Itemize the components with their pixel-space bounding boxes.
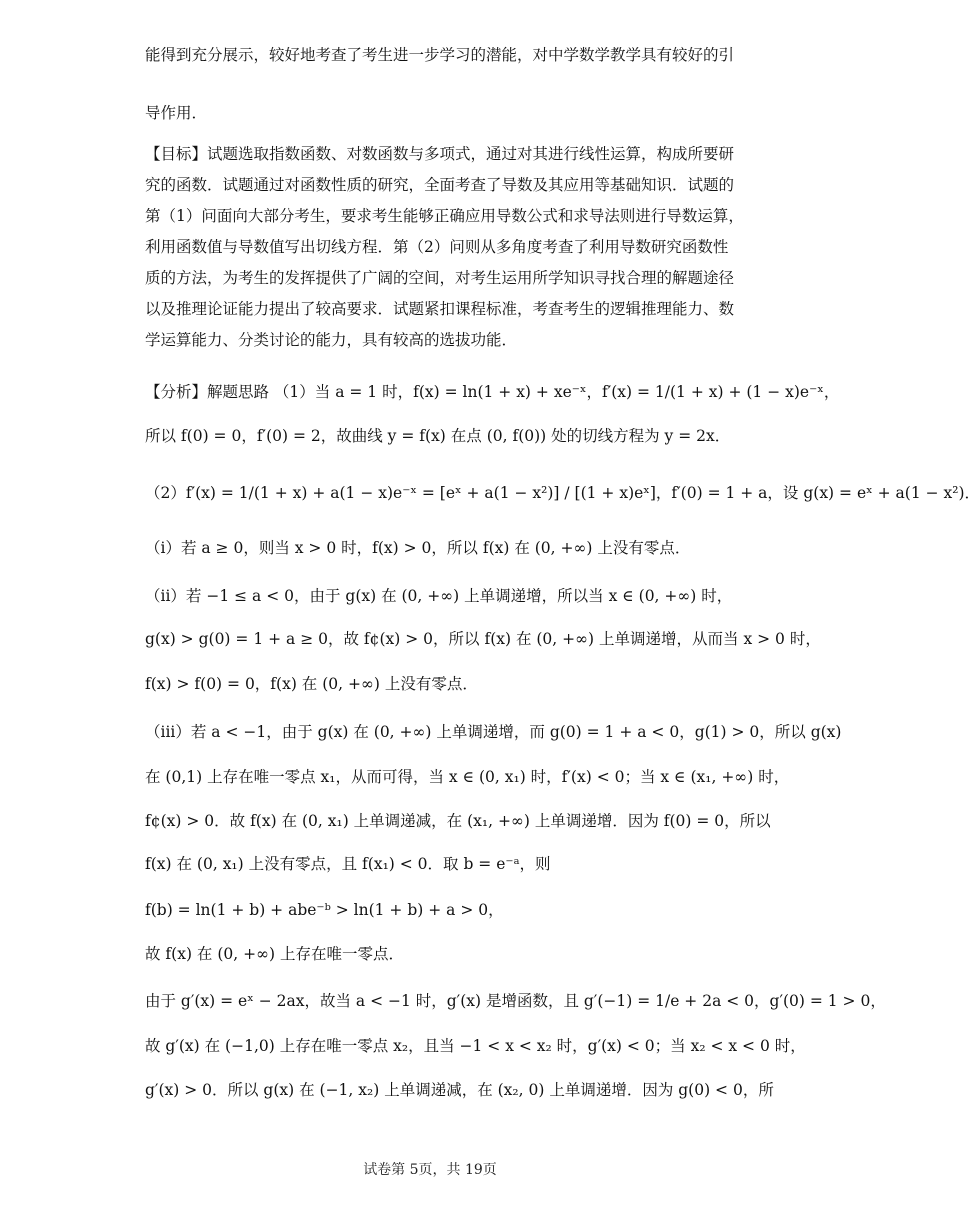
text-line: 在 (0,1) 上存在唯一零点 x₁，从而可得，当 x ∈ (0, x₁) 时，f′(x) < 0；当 x ∈ (x₁, +∞) 时， [145, 768, 790, 786]
page-footer: 试卷第 5页，共 19页 [363, 1162, 497, 1178]
text-line: f¢(x) > 0．故 f(x) 在 (0, x₁) 上单调递减，在 (x₁, +∞) 上单调递增．因为 f(0) = 0，所以 [145, 812, 771, 830]
text-line: 所以 f(0) = 0，f′(0) = 2，故曲线 y = f(x) 在点 (0, f(0)) 处的切线方程为 y = 2x． [145, 427, 731, 445]
text-line: 利用函数值与导数值写出切线方程．第（2）问则从多角度考查了利用导数研究函数性 [145, 238, 729, 256]
text-line: 能得到充分展示，较好地考查了考生进一步学习的潜能，对中学数学教学具有较好的引 [145, 46, 735, 64]
text-line: （iii）若 a < −1，由于 g(x) 在 (0, +∞) 上单调递增，而 g(0) = 1 + a < 0，g(1) > 0，所以 g(x) [145, 723, 842, 741]
text-line: 由于 g′(x) = eˣ − 2ax，故当 a < −1 时，g′(x) 是增函数，且 g′(−1) = 1/e + 2a < 0，g′(0) = 1 > 0， [145, 992, 886, 1010]
text-line: 质的方法，为考生的发挥提供了广阔的空间，对考生运用所学知识寻找合理的解题途径 [145, 269, 735, 287]
text-line: 【分析】解题思路 （1）当 a = 1 时，f(x) = ln(1 + x) + xe⁻ˣ，f′(x) = 1/(1 + x) + (1 − x)e⁻ˣ， [145, 383, 840, 401]
text-line: 【目标】试题选取指数函数、对数函数与多项式，通过对其进行线性运算，构成所要研 [145, 145, 735, 163]
text-line: 究的函数．试题通过对函数性质的研究，全面考查了导数及其应用等基础知识．试题的 [145, 176, 735, 194]
text-line: （2）f′(x) = 1/(1 + x) + a(1 − x)e⁻ˣ = [eˣ + a(1 − x²)] / [(1 + x)eˣ]，f′(0) = 1 + a，设 g(x) = eˣ + a(1 − x²)． [145, 484, 980, 502]
text-line: 第（1）问面向大部分考生，要求考生能够正确应用导数公式和求导法则进行导数运算， [145, 207, 744, 225]
text-line: 故 g′(x) 在 (−1,0) 上存在唯一零点 x₂，且当 −1 < x < x₂ 时，g′(x) < 0；当 x₂ < x < 0 时， [145, 1037, 806, 1055]
text-line: g(x) > g(0) = 1 + a ≥ 0，故 f¢(x) > 0，所以 f(x) 在 (0, +∞) 上单调递增，从而当 x > 0 时， [145, 630, 821, 648]
text-line: f(x) 在 (0, x₁) 上没有零点，且 f(x₁) < 0．取 b = e⁻ᵃ，则 [145, 855, 551, 873]
text-line: 学运算能力、分类讨论的能力，具有较高的选拔功能． [145, 331, 518, 349]
text-line: 故 f(x) 在 (0, +∞) 上存在唯一零点． [145, 945, 404, 963]
text-line: （ii）若 −1 ≤ a < 0，由于 g(x) 在 (0, +∞) 上单调递增，所以当 x ∈ (0, +∞) 时， [145, 587, 733, 605]
text-line: f(x) > f(0) = 0，f(x) 在 (0, +∞) 上没有零点． [145, 675, 478, 693]
text-line: g′(x) > 0．所以 g(x) 在 (−1, x₂) 上单调递减，在 (x₂, 0) 上单调递增．因为 g(0) < 0，所 [145, 1081, 774, 1099]
text-line: f(b) = ln(1 + b) + abe⁻ᵇ > ln(1 + b) + a > 0， [145, 901, 504, 919]
text-line: 以及推理论证能力提出了较高要求．试题紧扣课程标准，考查考生的逻辑推理能力、数 [145, 300, 735, 318]
text-line: （i）若 a ≥ 0，则当 x > 0 时，f(x) > 0，所以 f(x) 在 (0, +∞) 上没有零点． [145, 539, 691, 557]
text-line: 导作用． [145, 104, 208, 122]
